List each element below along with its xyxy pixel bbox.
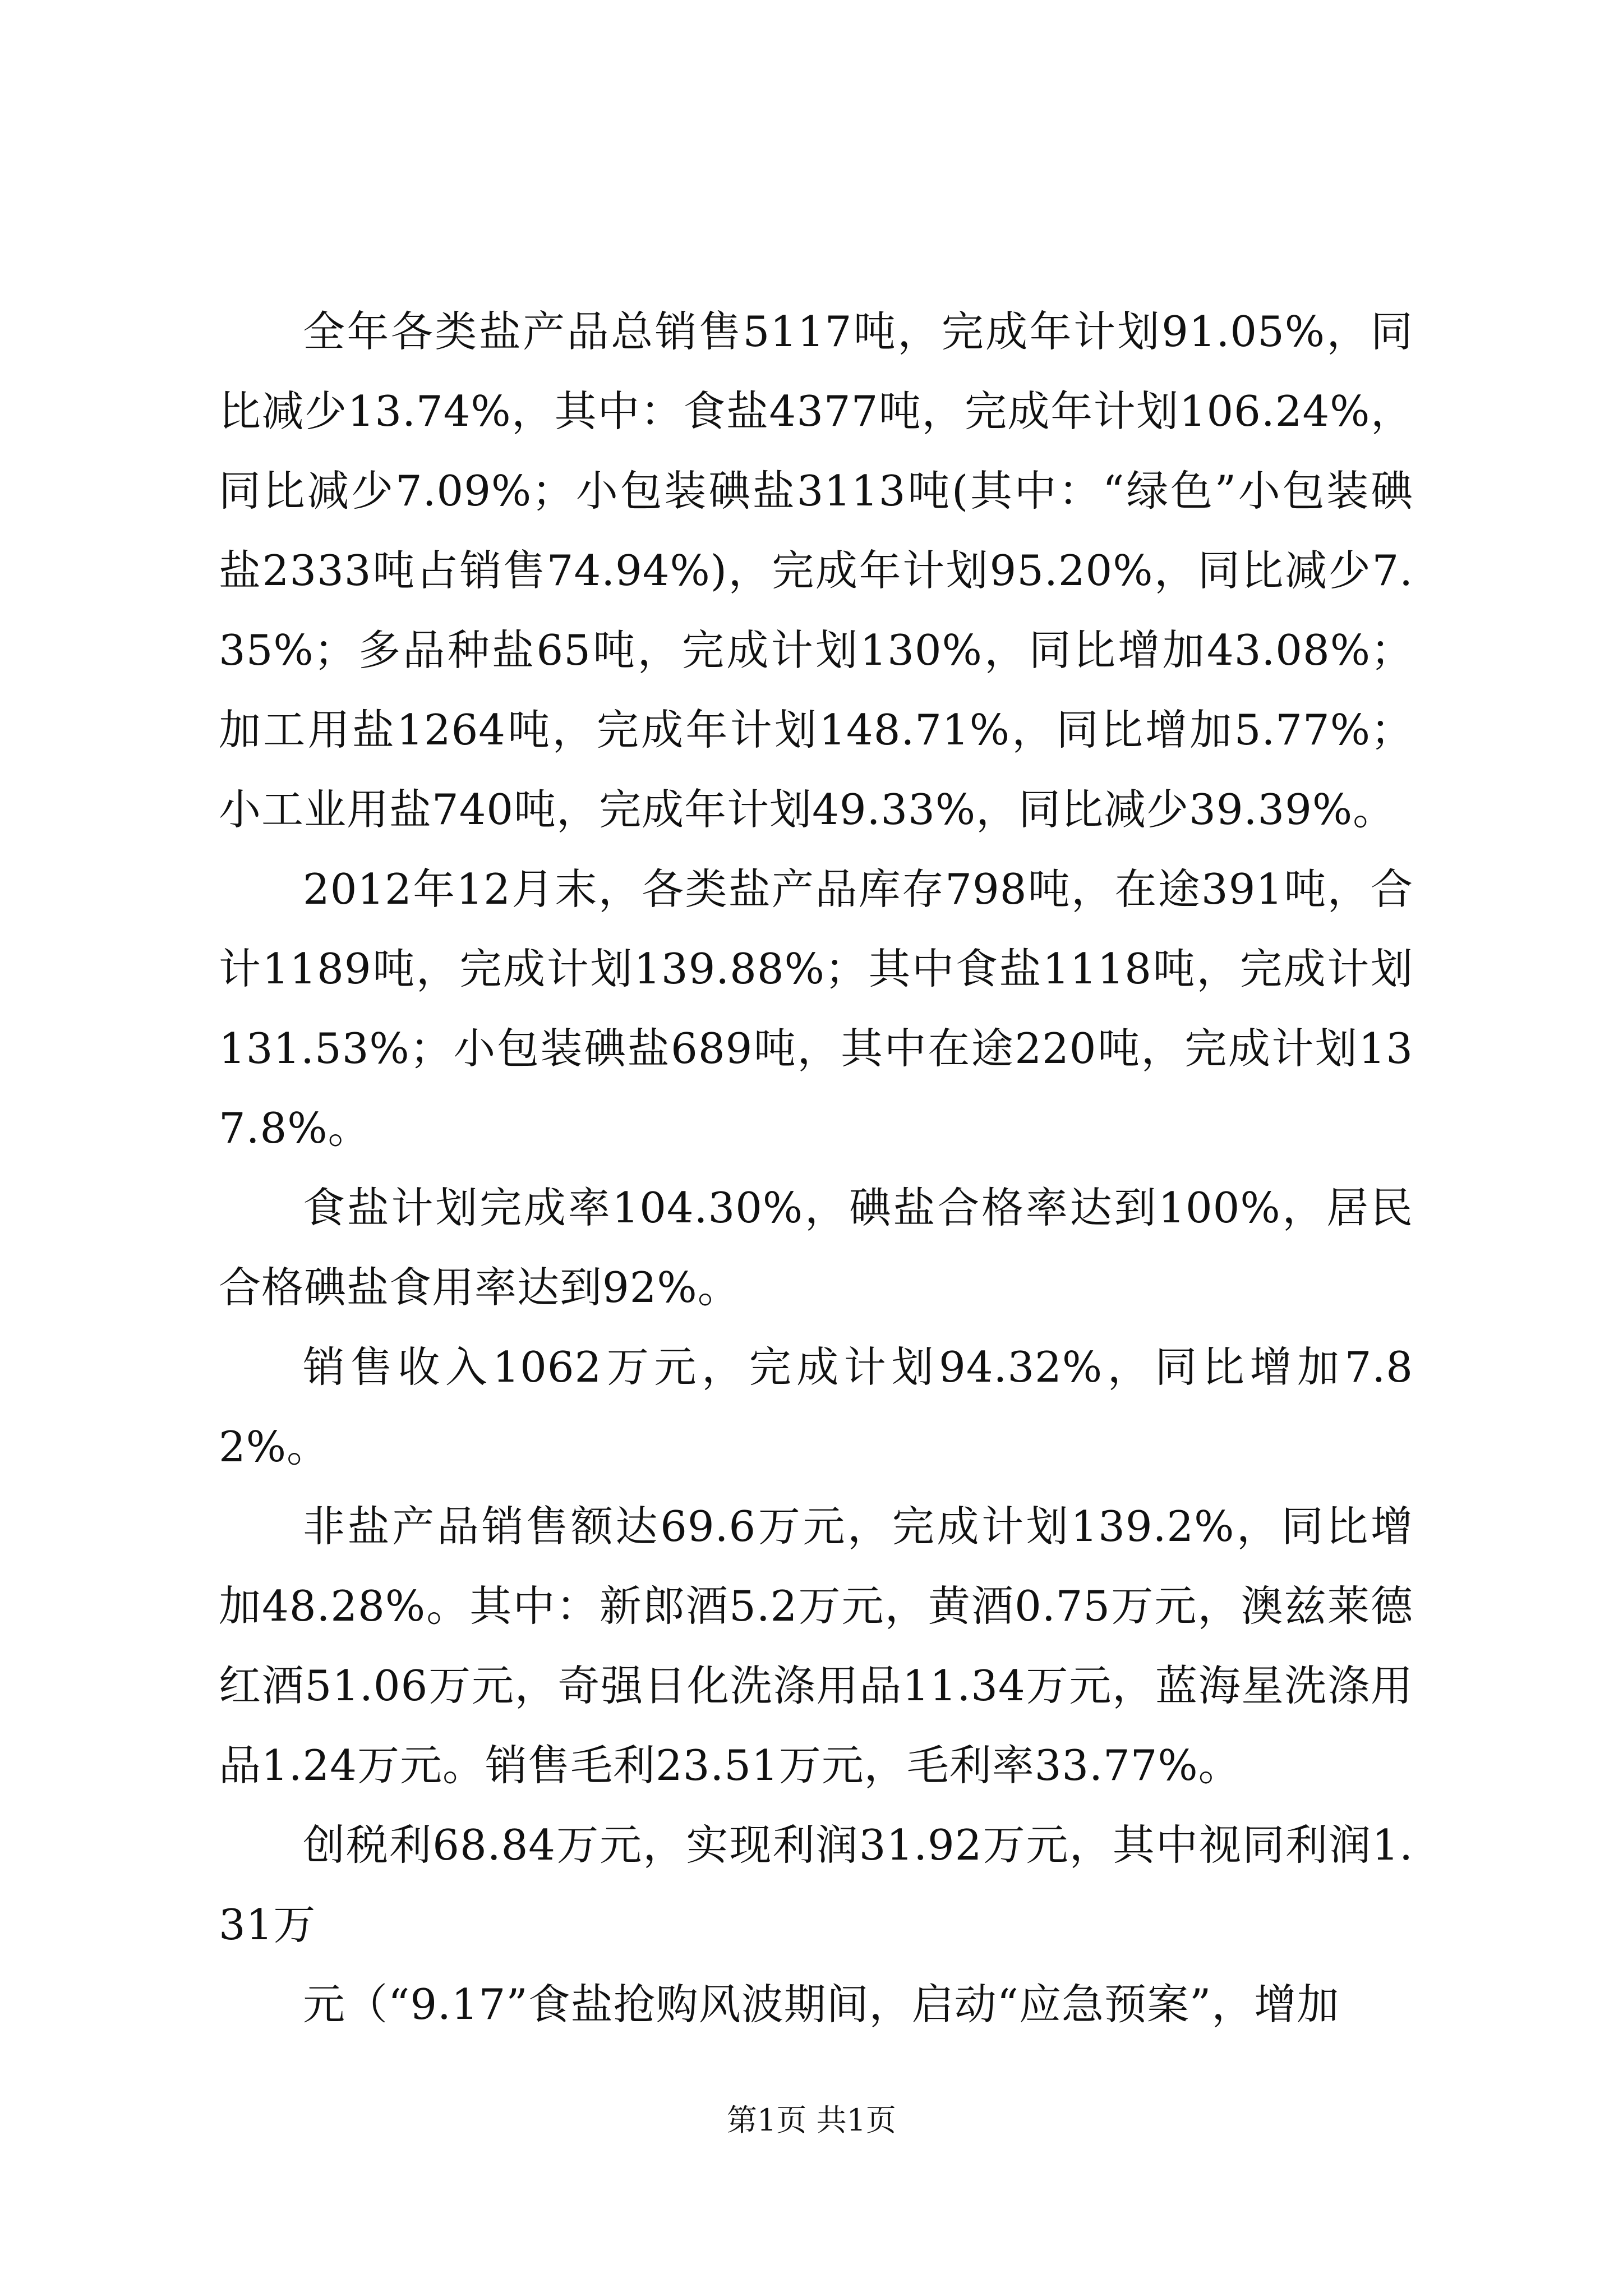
paragraph-tax-profit: 创税利68.84万元，实现利润31.92万元，其中视同利润1.31万 (219, 1820, 1413, 1949)
paragraph-continuation: 元（“9.17”食盐抢购风波期间，启动“应急预案”，增加 (303, 1980, 1340, 2029)
paragraph-inventory: 2012年12月末，各类盐产品库存798吨，在途391吨，合计1189吨，完成计划139.88%；其中食盐1118吨，完成计划131.53%；小包装碘盐689吨，其中在途220吨，完成计划137.8%。 (219, 864, 1413, 1153)
paragraph-sales-revenue: 销售收入1062万元，完成计划94.32%，同比增加7.82%。 (219, 1342, 1413, 1471)
paragraph-plan-completion: 食盐计划完成率104.30%，碘盐合格率达到100%，居民合格碘盐食用率达到92%。 (219, 1183, 1413, 1312)
paragraph-salt-sales: 全年各类盐产品总销售5117吨，完成年计划91.05%，同比减少13.74%，其中：食盐4377吨，完成年计划106.24%，同比减少7.09%；小包装碘盐3113吨(其中：“绿色”小包装碘盐2333吨占销售74.94%)，完成年计划95.20%，同比减少7.35%；多品种盐65吨，完成计划130%，同比增加43.08%；加工用盐1264吨，完成年计划148.71%，同比增加5.77%；小工业用盐740吨，完成年计划49.33%，同比减少39.39%。 (219, 307, 1413, 834)
page-footer: 第1页 共1页 (727, 2102, 896, 2138)
document-body (219, 292, 1413, 2044)
paragraph-non-salt-sales: 非盐产品销售额达69.6万元，完成计划139.2%，同比增加48.28%。其中：新郎酒5.2万元，黄酒0.75万元，澳兹莱德红酒51.06万元，奇强日化洗涤用品11.34万元，蓝海星洗涤用品1.24万元。销售毛利23.51万元，毛利率33.77%。 (219, 1502, 1413, 1790)
